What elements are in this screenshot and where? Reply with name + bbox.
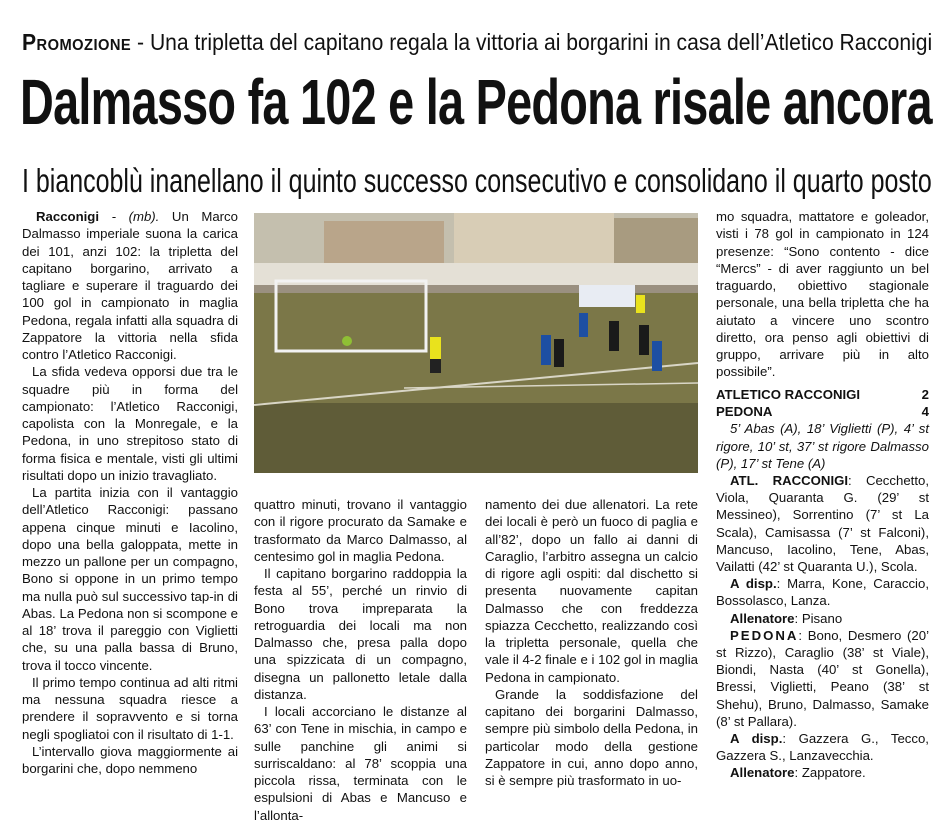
home-bench	[716, 575, 929, 609]
headline: Dalmasso fa 102 e la Pedona risale ancora	[20, 66, 932, 138]
article-paragraph: mo squadra, mattatore e goleador, visti i 78 gol in campionato in 124 presenze: “Sono contento - dice “Mercs” - di aver raggiunto un bel traguardo, obiettivo stagionale personale, una bella tripletta che ha aiutato a vincere uno scontro diretto, ora penso agli obiettivi di gruppo, arrivare più in alto possibile”.	[716, 209, 929, 380]
article-paragraph: La sfida vedeva opporsi due tra le squadre più in forma del campionato: l’Atletico Racconigi, capolista con la Monregale, e la Pedona, in uno strepitoso stato di forma fisica e mentale, visti gli ultimi risultati dopo un inizio travagliato.	[22, 364, 238, 483]
home-lineup	[716, 472, 929, 575]
match-box	[716, 386, 929, 782]
kicker-separator: -	[131, 29, 150, 55]
goal-scorers: 5’ Abas (A), 18’ Viglietti (P), 4’ st rigore, 10’ st, 37’ st rigore Dalmasso (P), 17’ st Tene (A)	[716, 421, 929, 471]
away-lineup-label: PEDONA	[730, 627, 799, 643]
subhead: I biancoblù inanellano il quinto successo consecutivo e consolidano il quarto posto	[22, 162, 932, 199]
away-score: 4	[921, 404, 929, 420]
away-score-row	[716, 403, 929, 420]
home-coach	[716, 610, 929, 627]
article-paragraph: quattro minuti, trovano il vantaggio con il rigore procurato da Samake e trasformato da Marco Dalmasso, al centesimo gol in maglia Pedona.	[254, 497, 467, 564]
article-paragraph: L’intervallo giova maggiormente ai borgarini che, dopo nemmeno	[22, 743, 238, 776]
kicker-text: Una tripletta del capitano regala la vittoria ai borgarini in casa dell’Atletico Racconigi	[149, 29, 933, 55]
match-photo	[254, 213, 698, 473]
away-lineup	[716, 627, 929, 730]
dateline: Racconigi	[36, 209, 100, 224]
section-label: Promozione	[22, 29, 132, 55]
home-bench-text: : Marra, Kone, Caraccio, Bossolasco, Lanza.	[716, 576, 929, 609]
article-col-2	[254, 496, 467, 824]
home-team: ATLETICO RACCONIGI	[716, 387, 861, 402]
home-lineup-label: ATL. RACCONIGI	[730, 473, 849, 489]
article-col-1	[22, 208, 238, 777]
article-paragraph: La partita inizia con il vantaggio dell’Atletico Racconigi: passano appena cinque minuti e Iacolino, dopo una bella galoppata, mette in mezzo un pallone per un compagno, Bono si oppone in un primo tempo ma nulla può sul successivo tap-in di Abas. La Pedona non si scompone e al 18’ trova il pareggio con Viglietti che, su una palla bassa di Bruno, trova il tocco vincente.	[22, 485, 238, 673]
home-coach-label: Allenatore	[730, 610, 795, 626]
article-col-4	[716, 208, 929, 381]
kicker	[22, 28, 933, 56]
paragraph-text: Un Marco Dalmasso imperiale suona la carica dei 101, anzi 102: la tripletta del capitano borgarino, arrivato a tagliare e superare il traguardo dei 100 gol in campionato in maglia Pedona, regala infatti alla squadra di Zappatore la vittoria nella sfida contro l’Atletico Racconigi.	[22, 209, 238, 362]
article-paragraph: namento dei due allenatori. La rete dei locali è però un fuoco di paglia e all’82’, dopo un fallo ai danni di Caraglio, l’arbitro assegna un calcio di rigore agli ospiti: dal dischetto si presenta nuovamente capitan Dalmasso che con freddezza spiazza Cecchetto, realizzando così la tripletta personale, quella che vale il 4-2 finale e i 102 gol in maglia Pedona in campionato.	[485, 497, 698, 685]
away-coach-label: Allenatore	[730, 765, 795, 781]
away-coach-text: : Zappatore.	[794, 765, 866, 781]
article-paragraph: Il capitano borgarino raddoppia la festa al 55’, perché un rinvio di Bono trova impreparata la retroguardia dei locali ma non Dalmasso che, presa palla dopo una spizzicata di un compagno, disegna un pallonetto letale dalla distanza.	[254, 566, 467, 702]
article-paragraph	[22, 208, 238, 363]
byline: - (mb).	[99, 209, 160, 224]
home-score-row	[716, 386, 929, 403]
article-paragraph: Il primo tempo continua ad alti ritmi ma nessuna squadra riesce a prendere il sopravvento e si torna negli spogliatoi con il risultato di 1-1.	[22, 674, 238, 742]
away-bench	[716, 730, 929, 764]
article-paragraph: Grande la soddisfazione del capitano dei borgarini Dalmasso, sempre più simbolo della Pedona, in particolar modo della gestione Zappatore in cui, anno dopo anno, si è sempre più trasformato in uo-	[485, 686, 698, 788]
football-match-photo-icon	[254, 213, 698, 473]
away-bench-text: : Gazzera G., Tecco, Gazzera S., Lanzavecchia.	[716, 731, 929, 764]
home-bench-label: A disp.	[730, 576, 777, 592]
away-coach	[716, 764, 929, 781]
article-paragraph: I locali accorciano le distanze al 63’ con Tene in mischia, in campo e sulle panchine gli animi si surriscaldano: al 78’ scoppia una piccola rissa, terminata con le espulsioni di Abas e Mancuso e l’allonta-	[254, 704, 467, 823]
away-bench-label: A disp.	[730, 731, 783, 747]
home-score: 2	[921, 387, 929, 402]
away-team: PEDONA	[716, 404, 773, 420]
away-lineup-text: : Bono, Desmero (20’ st Rizzo), Caraglio (38’ st Viale), Biondi, Nasta (40’ st Gonella), Bressi, Viglietti, Peano (38’ st Shehu), Bruno, Dalmasso, Samake (8’ st Pallara).	[716, 627, 929, 729]
home-lineup-text: : Cecchetto, Viola, Quaranta G. (29’ st Messineo), Sorrentino (7’ st La Scala), Camisassa (7’ st Falconi), Mancuso, Iacolino, Tene, Abas, Vailatti (42’ st Quaranta U.), Scola.	[716, 473, 929, 575]
home-coach-text: : Pisano	[794, 610, 843, 626]
article-col-3	[485, 496, 698, 789]
